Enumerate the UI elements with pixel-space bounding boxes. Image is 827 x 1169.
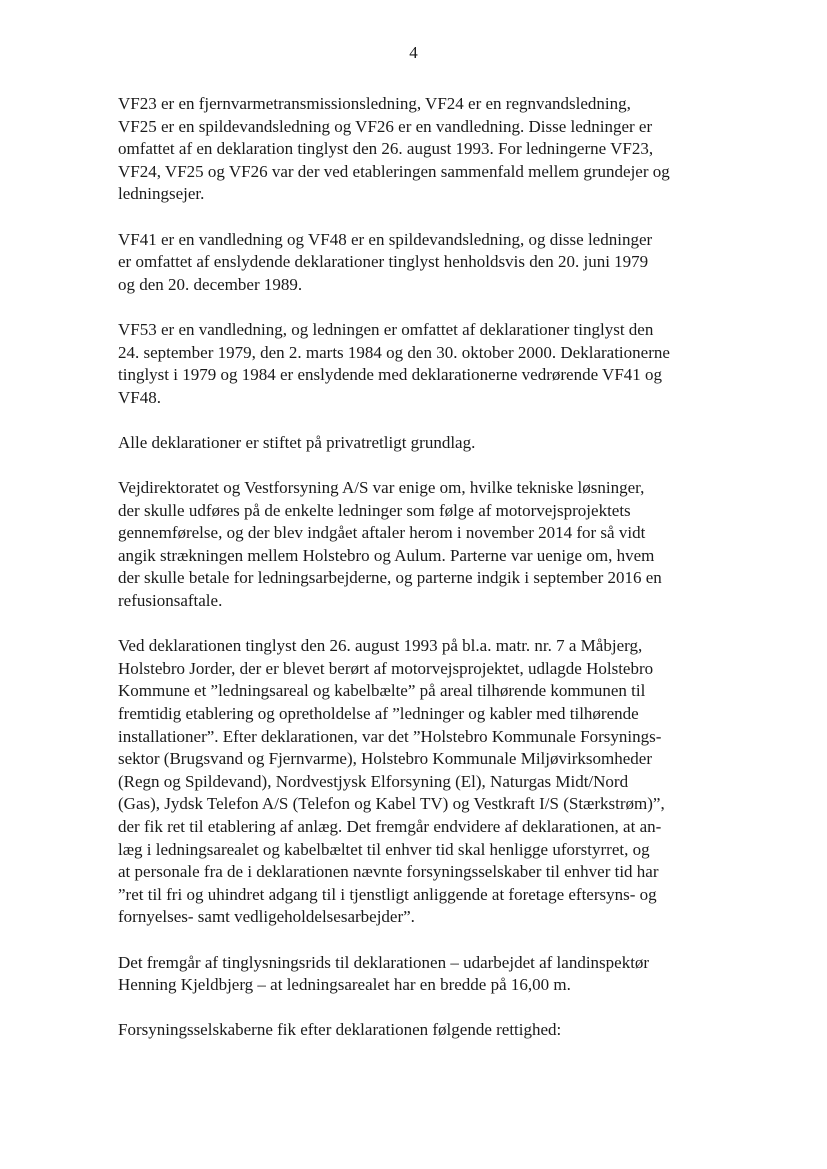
text-line: Henning Kjeldbjerg – at ledningsarealet har en bredde på 16,00 m.	[118, 975, 571, 995]
text-line: og den 20. december 1989.	[118, 274, 303, 294]
paragraph	[118, 93, 718, 206]
text-line: ledningsejer.	[118, 184, 205, 204]
page-number: 4	[409, 43, 418, 62]
text-line: Holstebro Jorder, der er blevet berørt af motorvejsprojektet, udlagde Holstebro	[118, 658, 654, 678]
paragraph	[118, 319, 718, 409]
text-line: VF25 er en spildevandsledning og VF26 er en vandledning. Disse ledninger er	[118, 116, 653, 136]
text-line: (Gas), Jydsk Telefon A/S (Telefon og Kabel TV) og Vestkraft I/S (Stærkstrøm)”,	[118, 794, 665, 814]
paragraph	[118, 635, 718, 929]
text-line: VF53 er en vandledning, og ledningen er omfattet af deklarationer tinglyst den	[118, 319, 654, 339]
text-line: tinglyst i 1979 og 1984 er enslydende med deklarationerne vedrørende VF41 og	[118, 365, 663, 385]
paragraph	[118, 477, 718, 613]
text-line: VF41 er en vandledning og VF48 er en spildevandsledning, og disse ledninger	[118, 229, 653, 249]
text-line: VF24, VF25 og VF26 var der ved etableringen sammenfald mellem grundejer og	[118, 161, 670, 181]
text-line: Alle deklarationer er stiftet på privatretligt grundlag.	[118, 432, 476, 452]
text-line: fornyelses- samt vedligeholdelsesarbejder”.	[118, 907, 415, 927]
text-line: angik strækningen mellem Holstebro og Aulum. Parterne var uenige om, hvem	[118, 545, 655, 565]
text-line: VF48.	[118, 387, 161, 407]
text-line: Det fremgår af tinglysningsrids til deklarationen – udarbejdet af landinspektør	[118, 952, 650, 972]
text-line: læg i ledningsarealet og kabelbæltet til enhver tid skal henligge uforstyrret, og	[118, 839, 650, 859]
paragraph	[118, 952, 718, 997]
paragraph	[118, 1019, 718, 1042]
text-line: refusionsaftale.	[118, 591, 223, 611]
paragraph	[118, 229, 718, 297]
text-line: Kommune et ”ledningsareal og kabelbælte” på areal tilhørende kommunen til	[118, 681, 646, 701]
text-line: VF23 er en fjernvarmetransmissionsledning, VF24 er en regnvandsledning,	[118, 94, 631, 113]
text-line: fremtidig etablering og opretholdelse af ”ledninger og kabler med tilhørende	[118, 704, 639, 724]
text-line: Vejdirektoratet og Vestforsyning A/S var enige om, hvilke tekniske løsninger,	[118, 478, 645, 498]
text-line: sektor (Brugsvand og Fjernvarme), Holstebro Kommunale Miljøvirksomheder	[118, 749, 652, 769]
text-line: der fik ret til etablering af anlæg. Det fremgår endvidere af deklarationen, at an-	[118, 817, 662, 836]
text-line: der skulle udføres på de enkelte ledninger som følge af motorvejsprojektets	[118, 500, 631, 520]
text-line: 24. september 1979, den 2. marts 1984 og den 30. oktober 2000. Deklarationerne	[118, 342, 670, 362]
text-line: der skulle betale for ledningsarbejderne, og parterne indgik i september 2016 en	[118, 568, 662, 588]
text-line: ”ret til fri og uhindret adgang til i tjenstligt anliggende at foretage eftersyns- og	[118, 884, 657, 904]
text-line: omfattet af en deklaration tinglyst den 26. august 1993. For ledningerne VF23,	[118, 139, 654, 159]
document-body	[118, 93, 718, 1042]
text-line: er omfattet af enslydende deklarationer tinglyst henholdsvis den 20. juni 1979	[118, 252, 649, 272]
text-line: Ved deklarationen tinglyst den 26. august 1993 på bl.a. matr. nr. 7 a Måbjerg,	[118, 636, 643, 656]
text-line: (Regn og Spildevand), Nordvestjysk Elforsyning (El), Naturgas Midt/Nord	[118, 771, 629, 791]
paragraph	[118, 432, 718, 455]
text-line: gennemførelse, og der blev indgået aftaler herom i november 2014 for så vidt	[118, 523, 646, 543]
text-line: installationer”. Efter deklarationen, var det ”Holstebro Kommunale Forsynings-	[118, 726, 662, 746]
text-line: at personale fra de i deklarationen nævnte forsyningsselskaber til enhver tid har	[118, 862, 659, 882]
text-line: Forsyningsselskaberne fik efter deklarationen følgende rettighed:	[118, 1020, 562, 1040]
